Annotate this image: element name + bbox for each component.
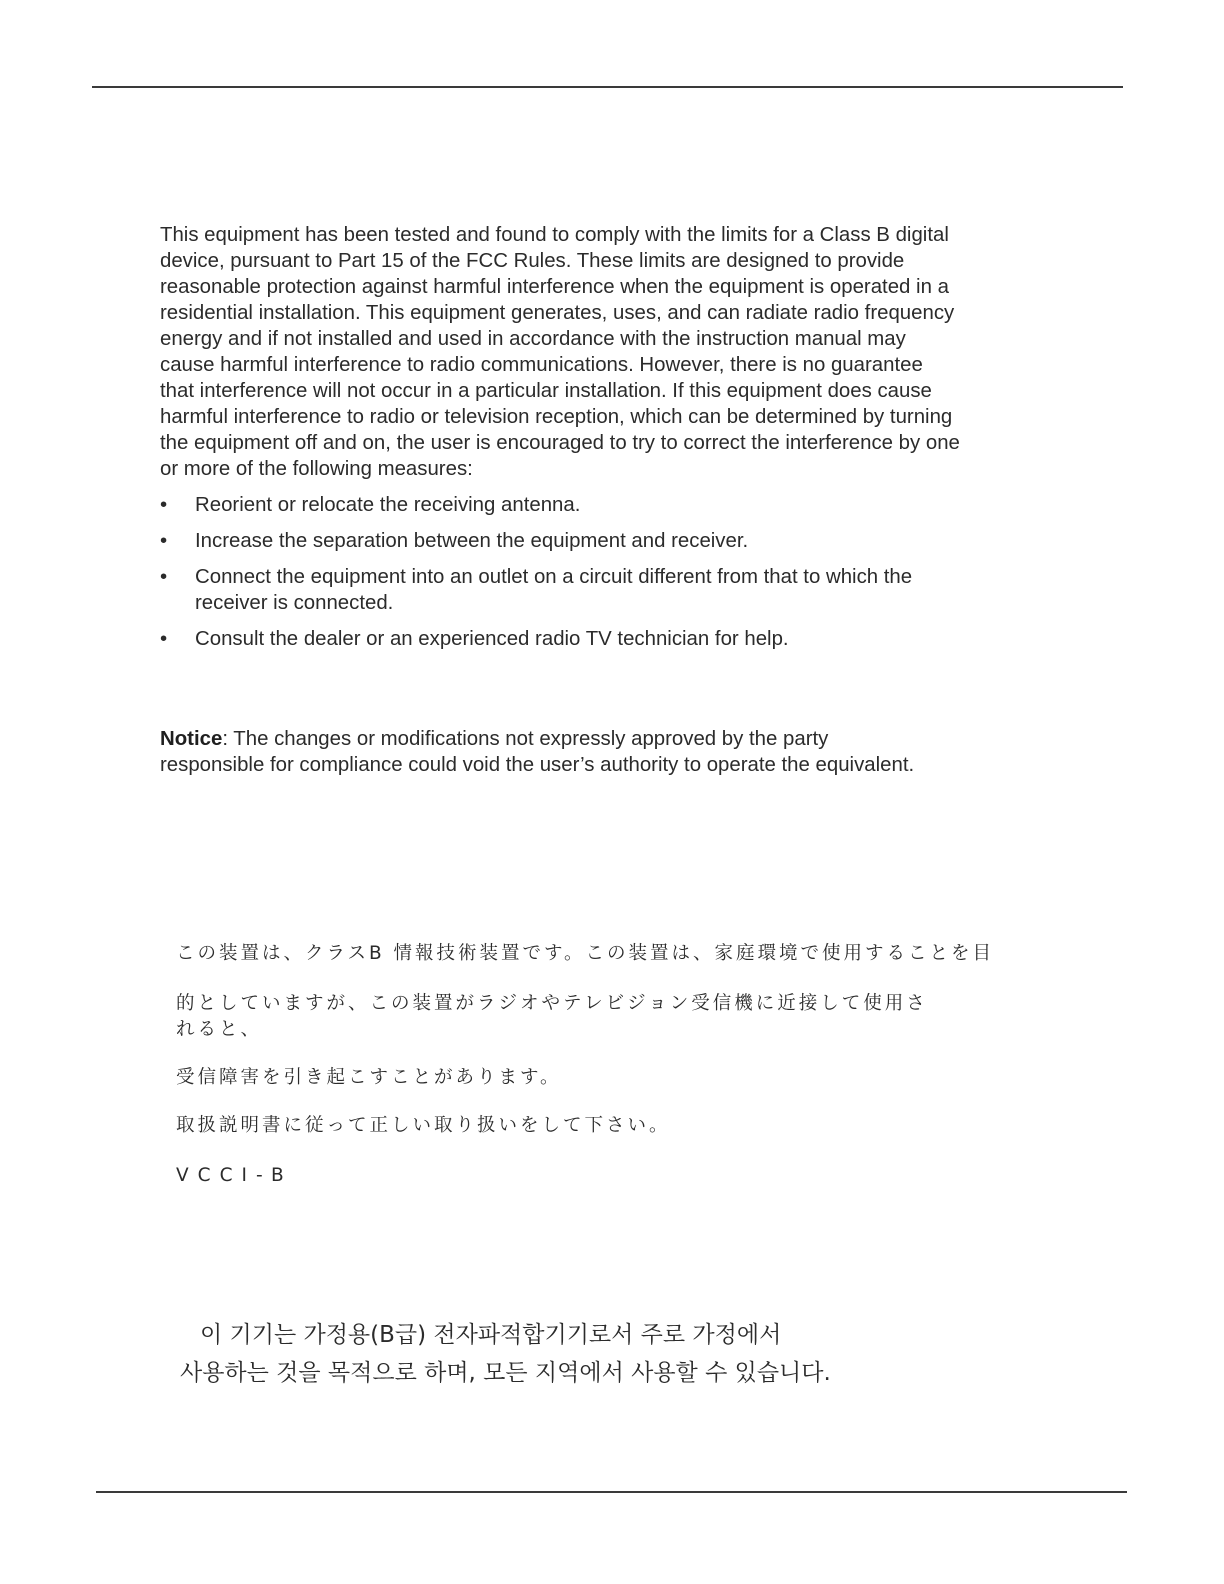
bullet-icon: • bbox=[160, 566, 168, 588]
fcc-statement bbox=[160, 222, 960, 662]
bullet-icon: • bbox=[160, 628, 168, 650]
korean-statement bbox=[180, 1316, 940, 1392]
measure-text: Connect the equipment into an outlet on a circuit different from that to which the receiver is connected. bbox=[195, 566, 913, 614]
measures-list bbox=[160, 492, 960, 652]
measure-text: Consult the dealer or an experienced radio TV technician for help. bbox=[195, 628, 789, 650]
korean-line: 사용하는 것을 목적으로 하며, 모든 지역에서 사용할 수 있습니다. bbox=[180, 1360, 831, 1386]
measure-text: Reorient or relocate the receiving antenna. bbox=[195, 494, 581, 516]
notice-paragraph bbox=[160, 726, 920, 778]
notice-label: Notice bbox=[160, 728, 223, 750]
header-rule bbox=[92, 86, 1123, 88]
vcci-line: 的としていますが、この装置がラジオやテレビジョン受信機に近接して使用されると、 bbox=[176, 993, 928, 1040]
list-item bbox=[160, 492, 960, 518]
footer-rule bbox=[96, 1491, 1127, 1493]
list-item bbox=[160, 564, 960, 616]
fcc-paragraph: This equipment has been tested and found to comply with the limits for a Class B digital device, pursuant to Part 15 of the FCC Rules. These limits are designed to provide reasonable protection against harmful interference when the equipment is operated in a residential installation. This equipment generates, uses, and can radiate radio frequency energy and if not installed and used in accordance with the instruction manual may cause harmful interference to radio communications. However, there is no guarantee that interference will not occur in a particular installation. If this equipment does cause harmful interference to radio or television reception, which can be determined by turning the equipment off and on, the user is encouraged to try to correct the interference by one or more of the following measures: bbox=[160, 224, 960, 480]
vcci-line: この装置は、クラスB 情報技術装置です。この装置は、家庭環境で使用することを目 bbox=[176, 943, 995, 964]
vcci-line: 取扱説明書に従って正しい取り扱いをして下さい。 bbox=[176, 1115, 671, 1136]
list-item bbox=[160, 528, 960, 554]
vcci-class-label: VCCI-B bbox=[176, 1165, 293, 1186]
korean-line: 이 기기는 가정용(B급) 전자파적합기기로서 주로 가정에서 bbox=[200, 1322, 782, 1348]
vcci-line: 受信障害を引き起こすことがあります。 bbox=[176, 1067, 562, 1088]
bullet-icon: • bbox=[160, 530, 168, 552]
notice-text: : The changes or modifications not expressly approved by the party responsible for compliance could void the user’s authority to operate the equivalent. bbox=[160, 728, 915, 776]
measure-text: Increase the separation between the equipment and receiver. bbox=[195, 530, 749, 552]
bullet-icon: • bbox=[160, 494, 168, 516]
list-item bbox=[160, 626, 960, 652]
